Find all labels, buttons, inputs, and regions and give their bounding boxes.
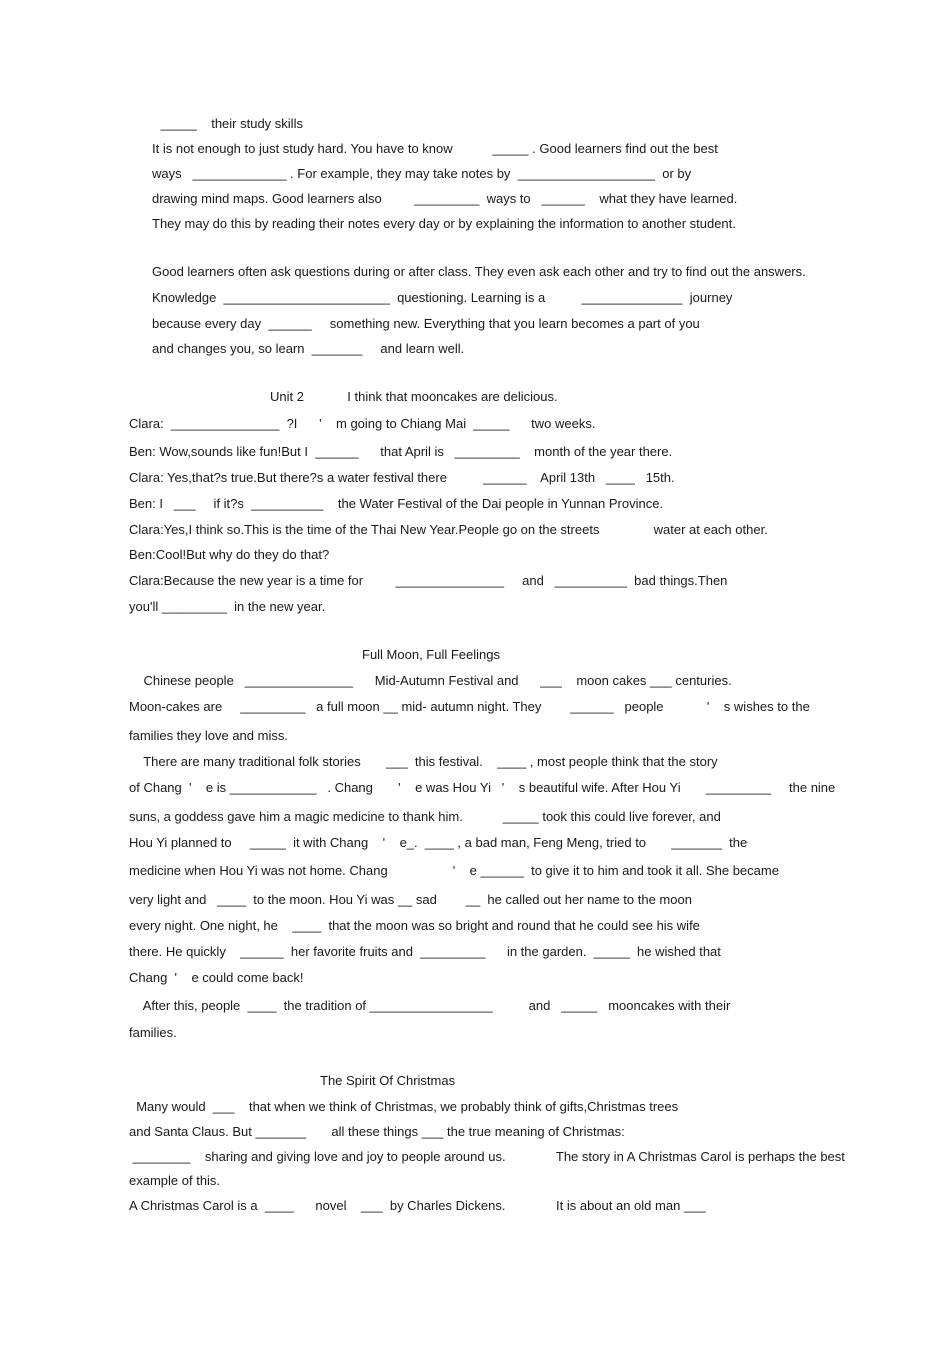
study-skills-line-8: because every day ______ something new. Everything that you learn becomes a part of you [152, 316, 700, 331]
full-moon-line-1: Chinese people _______________ Mid-Autumn Festival and ___ moon cakes ___ centuries. [129, 673, 732, 688]
full-moon-title: Full Moon, Full Feelings [362, 647, 500, 662]
study-skills-line-1: _____ their study skills [157, 116, 303, 131]
christmas-title: The Spirit Of Christmas [320, 1073, 456, 1088]
full-moon-line-4: There are many traditional folk stories ___ this festival. ____ , most people think that the story [129, 754, 718, 769]
full-moon-line-11: there. He quickly ______ her favorite fruits and _________ in the garden. _____ he wished that [129, 944, 721, 959]
dialogue-line-1: Clara: _______________ ?I ' m going to Chiang Mai _____ two weeks. [129, 416, 596, 431]
dialogue-line-3: Clara: Yes,that?s true.But there?s a water festival there ______ April 13th ____ 15th. [129, 470, 675, 485]
dialogue-line-2: Ben: Wow,sounds like fun!But I ______ that April is _________ month of the year there. [129, 444, 673, 459]
christmas-line-1: Many would ___ that when we think of Christmas, we probably think of gifts,Christmas trees [129, 1099, 679, 1114]
full-moon-line-2: Moon-cakes are _________ a full moon __ mid- autumn night. They ______ people ' s wishes to the [129, 699, 810, 714]
study-skills-line-6: Good learners often ask questions during or after class. They even ask each other and try to find out the answers. [152, 264, 806, 279]
full-moon-line-7: Hou Yi planned to _____ it with Chang ' e_. ____ , a bad man, Feng Meng, tried to _______ the [129, 835, 748, 850]
study-skills-line-3: ways _____________ . For example, they may take notes by ___________________ or by [152, 166, 692, 181]
christmas-line-5: A Christmas Carol is a ____ novel ___ by Charles Dickens. It is about an old man ___ [129, 1198, 706, 1213]
full-moon-line-3: families they love and miss. [129, 728, 288, 743]
full-moon-line-9: very light and ____ to the moon. Hou Yi was __ sad __ he called out her name to the moon [129, 892, 692, 907]
full-moon-line-6: suns, a goddess gave him a magic medicine to thank him. _____ took this could live forever, and [129, 809, 721, 824]
dialogue-line-6: Ben:Cool!But why do they do that? [129, 547, 330, 562]
christmas-line-3: ________ sharing and giving love and joy to people around us. The story in A Christmas Carol is perhaps the best [129, 1149, 845, 1164]
christmas-line-2: and Santa Claus. But _______ all these things ___ the true meaning of Christmas: [129, 1124, 625, 1139]
dialogue-line-8: you'll _________ in the new year. [129, 599, 326, 614]
study-skills-line-2: It is not enough to just study hard. You have to know _____ . Good learners find out the best [152, 141, 718, 156]
dialogue-line-5: Clara:Yes,I think so.This is the time of the Thai New Year.People go on the streets water at each other. [129, 522, 768, 537]
study-skills-line-9: and changes you, so learn _______ and learn well. [152, 341, 465, 356]
full-moon-line-10: every night. One night, he ____ that the moon was so bright and round that he could see his wife [129, 918, 700, 933]
full-moon-line-12: Chang ' e could come back! [129, 970, 304, 985]
full-moon-line-5: of Chang ' e is ____________ . Chang ' e was Hou Yi ' s beautiful wife. After Hou Yi _________ the nine [129, 780, 836, 795]
unit2-title: Unit 2 I think that mooncakes are delicious. [270, 389, 558, 404]
full-moon-line-13: After this, people ____ the tradition of _________________ and _____ mooncakes with their [129, 998, 731, 1013]
dialogue-line-4: Ben: I ___ if it?s __________ the Water Festival of the Dai people in Yunnan Province. [129, 496, 664, 511]
christmas-line-4: example of this. [129, 1173, 221, 1188]
full-moon-line-8: medicine when Hou Yi was not home. Chang ' e ______ to give it to him and took it all. She became [129, 863, 779, 878]
full-moon-line-14: families. [129, 1025, 177, 1040]
dialogue-line-7: Clara:Because the new year is a time for _______________ and __________ bad things.Then [129, 573, 728, 588]
study-skills-line-5: They may do this by reading their notes every day or by explaining the information to another student. [152, 216, 736, 231]
study-skills-line-7: Knowledge _______________________ questioning. Learning is a ______________ journey [152, 290, 733, 305]
study-skills-line-4: drawing mind maps. Good learners also _________ ways to ______ what they have learned. [152, 191, 738, 206]
